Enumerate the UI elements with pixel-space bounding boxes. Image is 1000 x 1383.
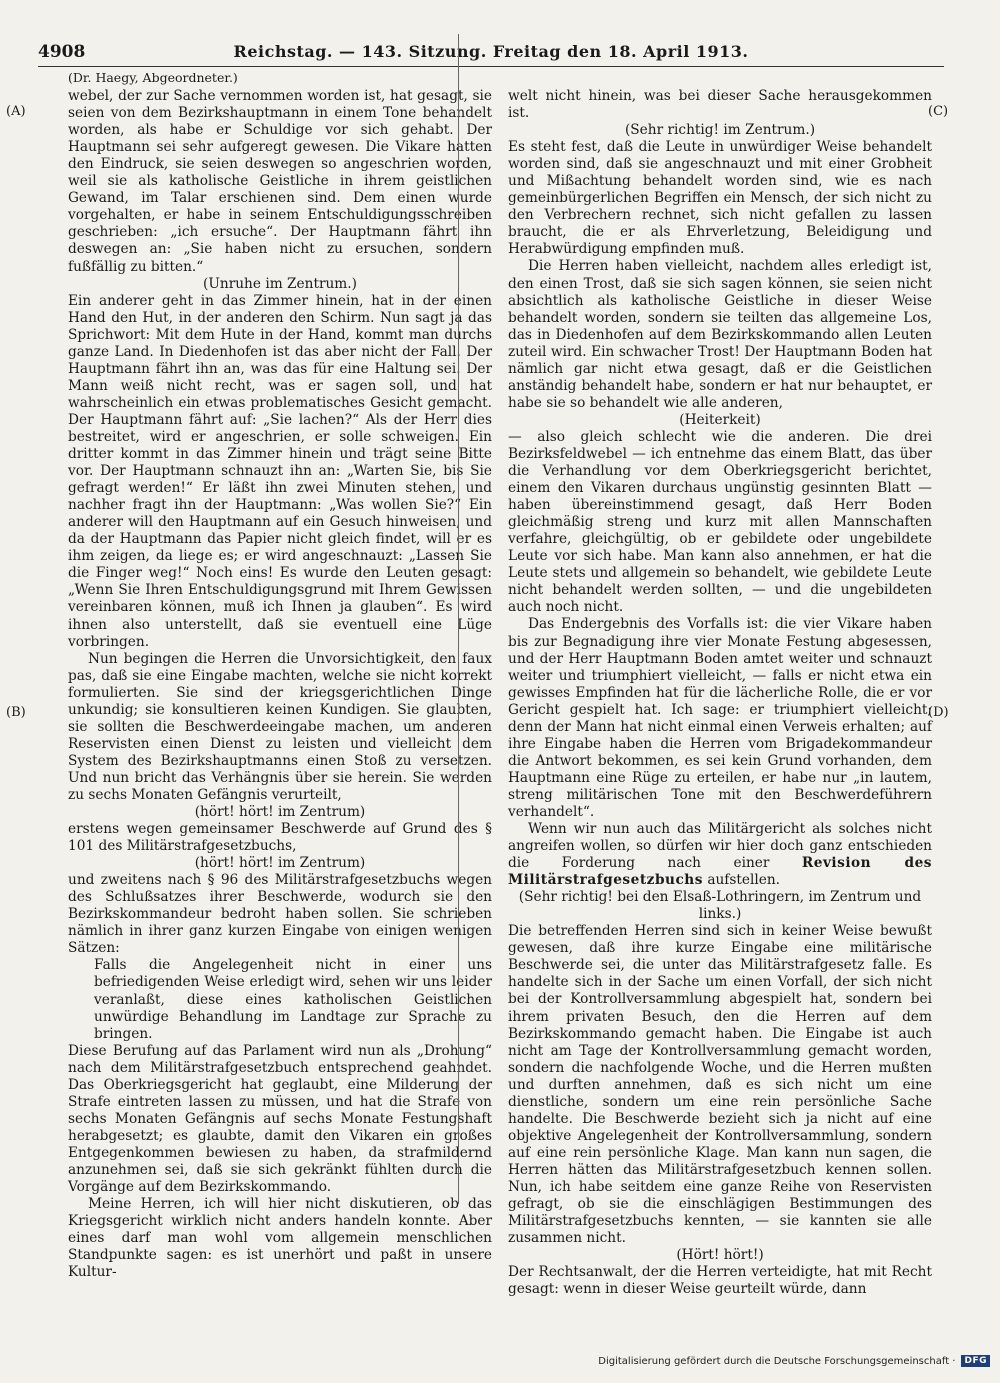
document-page xyxy=(38,40,944,1298)
paragraph: webel, der zur Sache vernommen worden ist, hat gesagt, sie seien von dem Bezirkshauptmann in einem Tone behandelt worden, als habe er Schuldige vor sich gehabt. Der Hauptmann sei sehr aufgeregt gewesen. Die Vikare hatten den Eindruck, sie seien deswegen so angeschrien worden, weil sie als katholische Geistliche in ihrem geistlichen Gewand, im Talar erschienen sind. Dem einen wurde vorgehalten, er habe in seinem Entschuldigungsschreiben geschrieben: „ich ersuche“. Der Hauptmann fährt ihn deswegen an: „Sie haben nicht zu ersuchen, sondern fußfällig zu bitten.“ xyxy=(68,88,492,275)
paragraph-text: aufstellen. xyxy=(707,872,781,889)
margin-mark-b: (B) xyxy=(6,705,26,720)
paragraph xyxy=(508,821,932,889)
paragraph: Das Endergebnis des Vorfalls ist: die vier Vikare haben bis zur Begnadigung ihre vier Monate Festung abgesessen, und der Herr Hauptmann Boden amtet weiter und schnauzt weiter und triumphiert vielleicht, — falls er nicht etwa ein gewisses Empfinden hat für die lächerliche Rolle, die er vor Gericht gespielt hat. Ich sage: er triumphiert vielleicht; denn der Mann hat nicht einmal einen Verweis erhalten; auf ihre Eingabe haben die Herren vom Brigadekommandeur die Antwort bekommen, es sei kein Grund vorhanden, dem Hauptmann eine Rüge zu erteilen, er habe nur „in lautem, streng militärischen Tone mit den Beschwerdeführern verhandelt“. xyxy=(508,616,932,820)
interjection: (hört! hört! im Zentrum) xyxy=(194,804,366,821)
footer xyxy=(598,1355,990,1367)
interjection: (Sehr richtig! im Zentrum.) xyxy=(624,122,816,139)
paragraph: Es steht fest, daß die Leute in unwürdiger Weise behandelt worden sind, daß sie angeschnauzt und mit einer Grobheit und Mißachtung behandelt worden sind, wie es nach gemeinbürgerlichen Begriffen ein Mensch, der sich nicht zu den Verbrechern rechnet, sich nicht gefallen zu lassen braucht, die er als Ehrverletzung, Beleidigung und Herabwürdigung empfinden muß. xyxy=(508,139,932,258)
paragraph: Ein anderer geht in das Zimmer hinein, hat in der einen Hand den Hut, in der anderen den Schirm. Nun sagt ja das Sprichwort: Mit dem Hute in der Hand, kommt man durchs ganze Land. In Diedenhofen ist das aber nicht der Fall. Der Hauptmann fährt ihn an, was das für eine Haltung sei. Der Mann weiß nicht recht, was er sagen soll, und hat wahrscheinlich ein etwas problematisches Gesicht gemacht. Der Hauptmann fährt auf: „Sie lachen?“ Als der Herr dies bestreitet, wird er angeschrien, er solle schweigen. Ein dritter kommt in das Zimmer hinein und trägt seine Bitte vor. Der Hauptmann schnauzt ihn an: „Warten Sie, bis Sie gefragt werden!“ Er läßt ihn zwei Minuten stehen, und nachher fragt ihn der Hauptmann: „Was wollen Sie?“ Ein anderer will den Hauptmann auf ein Gesuch hinweisen, und da der Hauptmann das Papier nicht gleich findet, will er es ihm zeigen, da liege es; er wird angeschnauzt: „Lassen Sie die Finger weg!“ Noch eins! Es wurde den Leuten gesagt: „Wenn Sie Ihren Entschuldigungsgrund mit Ihrem Gewissen vereinbaren können, muß ich Ihnen ja glauben“. Es wird ihnen also unterstellt, daß sie eventuell eine Lüge vorbringen. xyxy=(68,292,492,650)
interjection: (Hört! hört!) xyxy=(676,1247,764,1264)
margin-mark-a: (A) xyxy=(6,104,26,119)
speaker-note: (Dr. Haegy, Abgeordneter.) xyxy=(68,70,238,85)
paragraph: Diese Berufung auf das Parlament wird nun als „Drohung“ nach dem Militärstrafgesetzbuch entsprechend geahndet. Das Oberkriegsgericht hat geglaubt, eine Milderung der Strafe eintreten lassen zu müssen, und hat die Strafe von sechs Monaten Gefängnis auf sechs Monate Festungshaft herabgesetzt; es glaubte, damit den Vikaren ein großes Entgegenkommen bewiesen zu haben, da strafmildernd anzunehmen sei, daß sie sich gekränkt fühlten durch die Vorgänge auf dem Bezirkskommando. xyxy=(68,1042,492,1196)
paragraph: Meine Herren, ich will hier nicht diskutieren, ob das Kriegsgericht wirklich nicht anders handeln konnte. Aber eines darf man wohl vom allgemein menschlichen Standpunkte sagen: es ist unerhört und paßt in unsere Kultur- xyxy=(68,1196,492,1281)
paragraph: welt nicht hinein, was bei dieser Sache herausgekommen ist. xyxy=(508,88,932,122)
paragraph: Nun begingen die Herren die Unvorsichtigkeit, den faux pas, daß sie eine Eingabe machten, welche sie nicht korrekt formulierten. Sie sind der kriegsgerichtlichen Dinge unkundig; sie konsultieren keinen Kundigen. Sie glaubten, sie sollten die Beschwerdeeingabe machen, um anderen Reservisten einen Dienst zu leisten und vielleicht dem System des Bezirkshauptmanns einen Stoß zu versetzen. Und nun bricht das Verhängnis über sie herein. Sie werden zu sechs Monaten Gefängnis verurteilt, xyxy=(68,650,492,803)
interjection: (Sehr richtig! bei den Elsaß-Lothringern, im Zentrum und links.) xyxy=(518,889,922,923)
paragraph: Der Rechtsanwalt, der die Herren verteidigte, hat mit Recht gesagt: wenn in dieser Weise geurteilt würde, dann xyxy=(508,1264,932,1298)
interjection: (Heiterkeit) xyxy=(679,411,761,428)
paragraph: — also gleich schlecht wie die anderen. Die drei Bezirksfeldwebel — ich entnehme das einem Blatt, das über die Verhandlung vor dem Oberkriegsgericht berichtet, einem den Vikaren durchaus ungünstig gesinnten Blatt — haben übereinstimmend gesagt, daß Herr Boden gleichmäßig streng und kurz mit allen Mannschaften verfahre, gleichgültig, ob er gebildete oder ungebildete Leute vor sich habe. Man kann also annehmen, er hat die Leute stets und allgemein so behandelt, wie gebildete Leute nicht behandelt werden sollten, — und die ungebildeten auch noch nicht. xyxy=(508,428,932,616)
paragraph: erstens wegen gemeinsamer Beschwerde auf Grund des § 101 des Militärstrafgesetzbuchs, xyxy=(68,821,492,855)
emphasis-revision: Revision des Militärstrafgesetzbuchs xyxy=(508,855,932,889)
paragraph: Die betreffenden Herren sind sich in keiner Weise bewußt gewesen, daß ihre kurze Eingabe eine militärische Beschwerde sei, die unter das Militärstrafgesetz falle. Es handelte sich in der Sache um einen Vorfall, der sich nicht bei der Kontrollversammlung abgespielt hat, sondern bei ihrem privaten Besuch, den die Herren auf dem Bezirkskommando gemacht haben. Die Eingabe ist auch nicht am Tage der Kontrollversammlung gemacht worden, sondern die nachfolgende Woche, und die Herren mußten und durften annehmen, daß es sich nicht um eine dienstliche, sondern um eine rein persönliche Sache handelte. Die Beschwerde bezieht sich ja nicht auf eine objektive Angelegenheit der Kontrollversammlung, sondern auf eine rein persönliche Klage. Man kann nun sagen, die Herren hätten das Militärstrafgesetzbuch kennen sollen. Nun, ich habe seitdem eine ganze Reihe von Reservisten gefragt, ob sie die einschlägigen Bestimmungen des Militärstrafgesetzbuchs kennten, — sie kannten sie alle zusammen nicht. xyxy=(508,923,932,1247)
margin-mark-d: (D) xyxy=(928,705,949,720)
paragraph: und zweitens nach § 96 des Militärstrafgesetzbuchs wegen des Schlußsatzes ihrer Beschwerde, wodurch sie den Bezirkskommandeur bedroht haben sollen. Sie schrieben nämlich in ihrer ganz kurzen Eingabe von einigen wenigen Sätzen: xyxy=(68,872,492,957)
column-divider xyxy=(458,34,459,1204)
margin-mark-c: (C) xyxy=(928,104,949,119)
interjection: (Unruhe im Zentrum.) xyxy=(203,275,357,292)
footer-credit: Digitalisierung gefördert durch die Deutsche Forschungsgemeinschaft · xyxy=(598,1355,956,1367)
running-title: Reichstag. — 143. Sitzung. Freitag den 18. April 1913. xyxy=(233,42,749,61)
block-quote: Falls die Angelegenheit nicht in einer uns befriedigenden Weise erledigt wird, sehen wir uns leider veranlaßt, diese eines katholischen Geistlichen unwürdige Behandlung im Landtage zur Sprache zu bringen. xyxy=(94,957,492,1042)
left-column xyxy=(68,69,492,1281)
right-column xyxy=(508,69,932,1298)
paragraph: Die Herren haben vielleicht, nachdem alles erledigt ist, den einen Trost, daß sie sich sagen können, sie seien nicht absichtlich als katholische Geistliche in dieser Weise behandelt worden, sondern sie teilten das allgemeine Los, das in Diedenhofen auf dem Bezirkskommando allen Leuten zuteil wird. Ein schwacher Trost! Der Hauptmann Boden hat nämlich gar nicht etwa gesagt, daß er die Geistlichen anständig behandelt habe, sondern er hat nur behauptet, er habe sie so behandelt wie alle anderen, xyxy=(508,258,932,411)
paragraph-text: Wenn wir nun auch das Militärgericht als solches nicht angreifen wollen, so dürfen wir hier doch ganz entschieden die Forderung nach einer xyxy=(508,821,932,872)
dfg-logo: DFG xyxy=(961,1355,990,1367)
page-number: 4908 xyxy=(38,42,86,62)
interjection: (hört! hört! im Zentrum) xyxy=(194,855,366,872)
page-header xyxy=(38,40,944,67)
